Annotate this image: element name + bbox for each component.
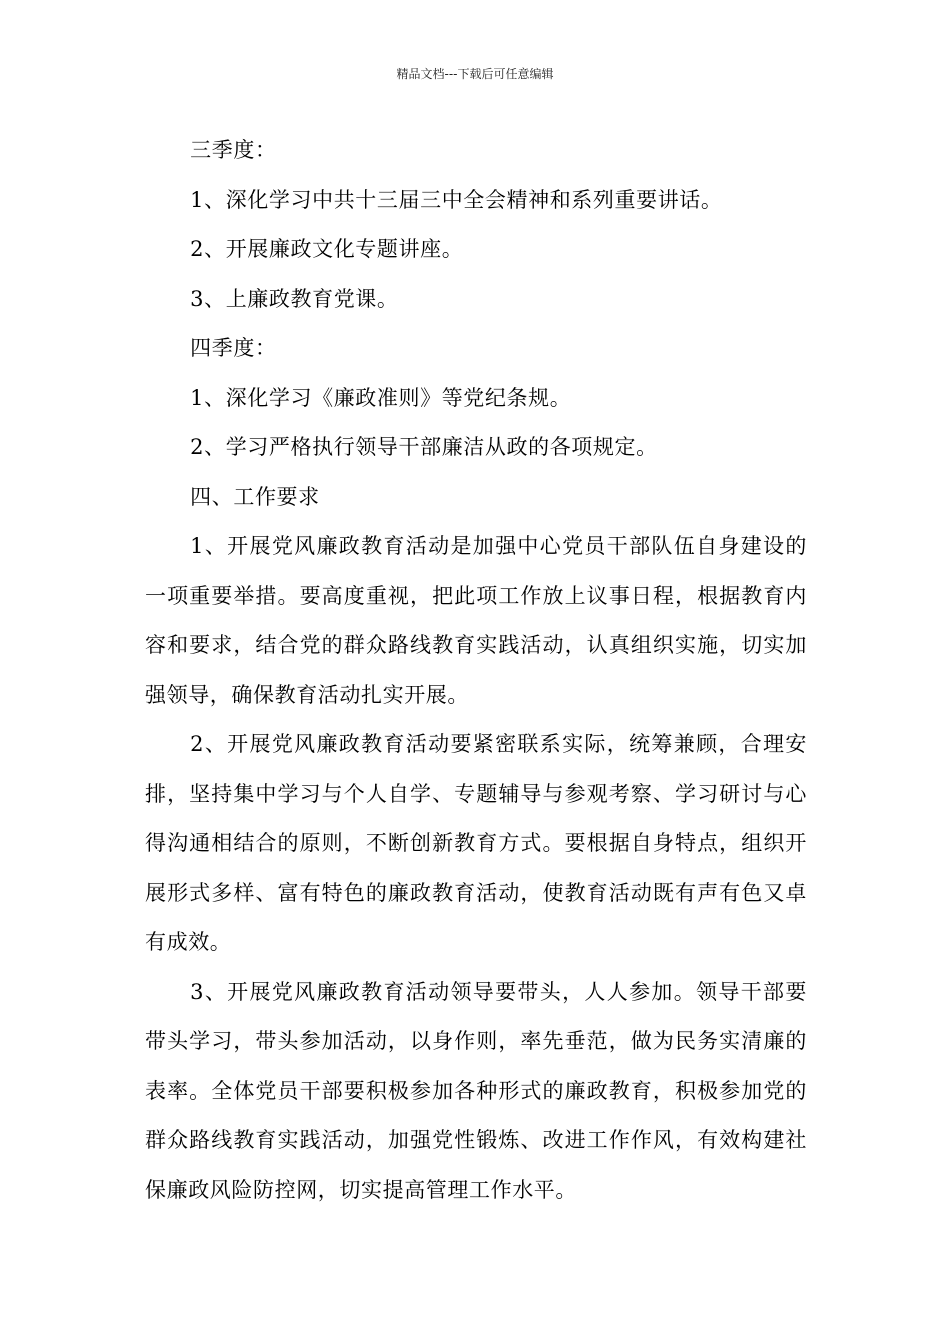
paragraph-q3-heading: 三季度： bbox=[190, 138, 277, 162]
section-heading-work-requirements: 四、工作要求 bbox=[190, 484, 320, 509]
paragraph-requirement-2: 2、开展党风廉政教育活动要紧密联系实际，统筹兼顾，合理安排，坚持集中学习与个人自学、专题辅导与参观考察、学习研讨与心得沟通相结合的原则，不断创新教育方式。要根据自身特点，组织开展形式多样、富有特色的廉政教育活动，使教育活动既有声有色又卓有成效。 bbox=[145, 732, 807, 954]
paragraph-q4-item-1: 1、深化学习《廉政准则》等党纪条规。 bbox=[190, 385, 572, 410]
document-body bbox=[145, 126, 807, 1215]
paragraph-requirement-1: 1、开展党风廉政教育活动是加强中心党员干部队伍自身建设的一项重要举措。要高度重视，把此项工作放上议事日程，根据教育内容和要求，结合党的群众路线教育实践活动，认真组织实施，切实加强领导，确保教育活动扎实开展。 bbox=[145, 534, 807, 707]
paragraph-q4-heading: 四季度： bbox=[190, 336, 277, 360]
paragraph-q3-item-1: 1、深化学习中共十三届三中全会精神和系列重要讲话。 bbox=[190, 187, 723, 212]
paragraph-q3-item-2: 2、开展廉政文化专题讲座。 bbox=[190, 237, 464, 261]
paragraph-q3-item-3: 3、上廉政教育党课。 bbox=[190, 286, 399, 311]
paragraph-requirement-3: 3、开展党风廉政教育活动领导要带头，人人参加。领导干部要带头学习，带头参加活动，以身作则，率先垂范，做为民务实清廉的表率。全体党员干部要积极参加各种形式的廉政教育，积极参加党的群众路线教育实践活动，加强党性锻炼、改进工作作风，有效构建社保廉政风险防控网，切实提高管理工作水平。 bbox=[145, 979, 807, 1202]
page-header: 精品文档---下载后可任意编辑 bbox=[396, 67, 554, 81]
paragraph-q4-item-2: 2、学习严格执行领导干部廉洁从政的各项规定。 bbox=[190, 435, 658, 459]
